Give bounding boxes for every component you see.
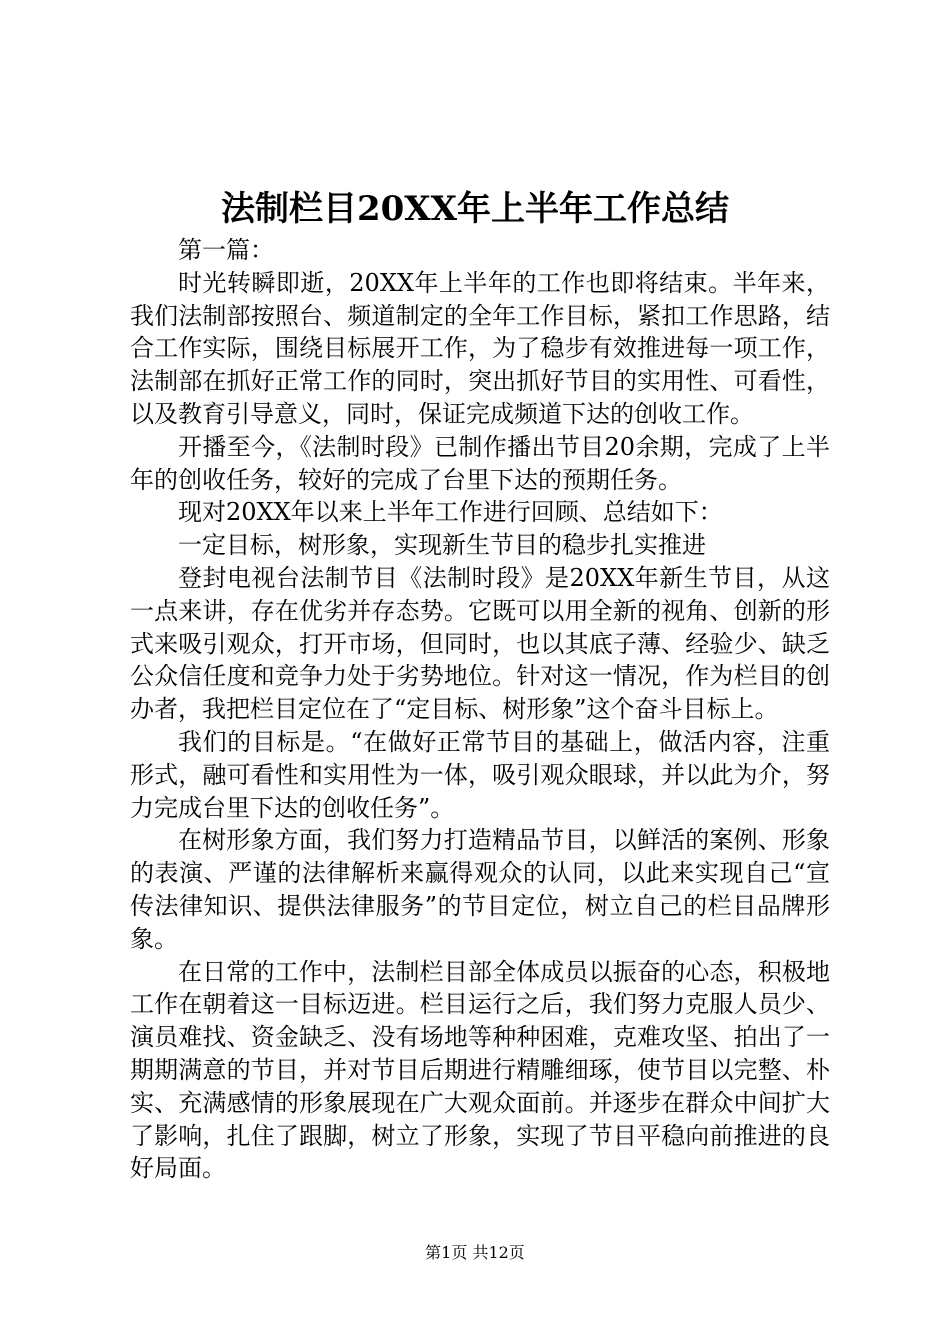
paragraph-brand-image: 在树形象方面，我们努力打造精品节目，以鲜活的案例、形象的表演、严谨的法律解析来赢得观众的认同，以此来实现自己“宣传法律知识、提供法律服务”的节目定位，树立自己的栏目品牌形象。: [130, 826, 830, 953]
paragraph-our-goal: 我们的目标是。“在做好正常节目的基础上，做活内容，注重形式，融可看性和实用性为一体，吸引观众眼球，并以此为介，努力完成台里下达的创收任务”。: [130, 727, 830, 822]
document-title: 法制栏目20XX年上半年工作总结: [220, 189, 730, 229]
paragraph-heading-goals: 一定目标，树形象，实现新生节目的稳步扎实推进: [178, 531, 706, 560]
paragraph-section-label: 第一篇：: [178, 236, 274, 264]
paragraph-intro: 时光转瞬即逝，20XX年上半年的工作也即将结束。半年来，我们法制部按照台、频道制定的全年工作目标，紧扣工作思路，结合工作实际，围绕目标展开工作，为了稳步有效推进每一项工作，法制部在抓好正常工作的同时，突出抓好节目的实用性、可看性，以及教育引导意义，同时，保证完成频道下达的创收工作。: [130, 268, 830, 428]
paragraph-program-positioning: 登封电视台法制节目《法制时段》是20XX年新生节目，从这一点来讲，存在优劣并存态势。它既可以用全新的视角、创新的形式来吸引观众，打开市场，但同时，也以其底子薄、经验少、缺乏公众信任度和竞争力处于劣势地位。针对这一情况，作为栏目的创办者，我把栏目定位在了“定目标、树形象”这个奋斗目标上。: [130, 563, 830, 724]
paragraph-broadcast-summary: 开播至今，《法制时段》已制作播出节目20余期，完成了上半年的创收任务，较好的完成了台里下达的预期任务。: [130, 432, 830, 494]
page-number-footer: 第1页 共12页: [425, 1243, 525, 1262]
paragraph-daily-work: 在日常的工作中，法制栏目部全体成员以振奋的心态，积极地工作在朝着这一目标迈进。栏目运行之后，我们努力克服人员少、演员难找、资金缺乏、没有场地等种种困难，克难攻坚、拍出了一期期满意的节目，并对节目后期进行精雕细琢，使节目以完整、朴实、充满感情的形象展现在广大观众面前。并逐步在群众中间扩大了影响，扎住了跟脚，树立了形象，实现了节目平稳向前推进的良好局面。: [130, 957, 830, 1183]
paragraph-review-intro: 现对20XX年以来上半年工作进行回顾、总结如下：: [178, 498, 723, 527]
document-body: [130, 234, 830, 1185]
